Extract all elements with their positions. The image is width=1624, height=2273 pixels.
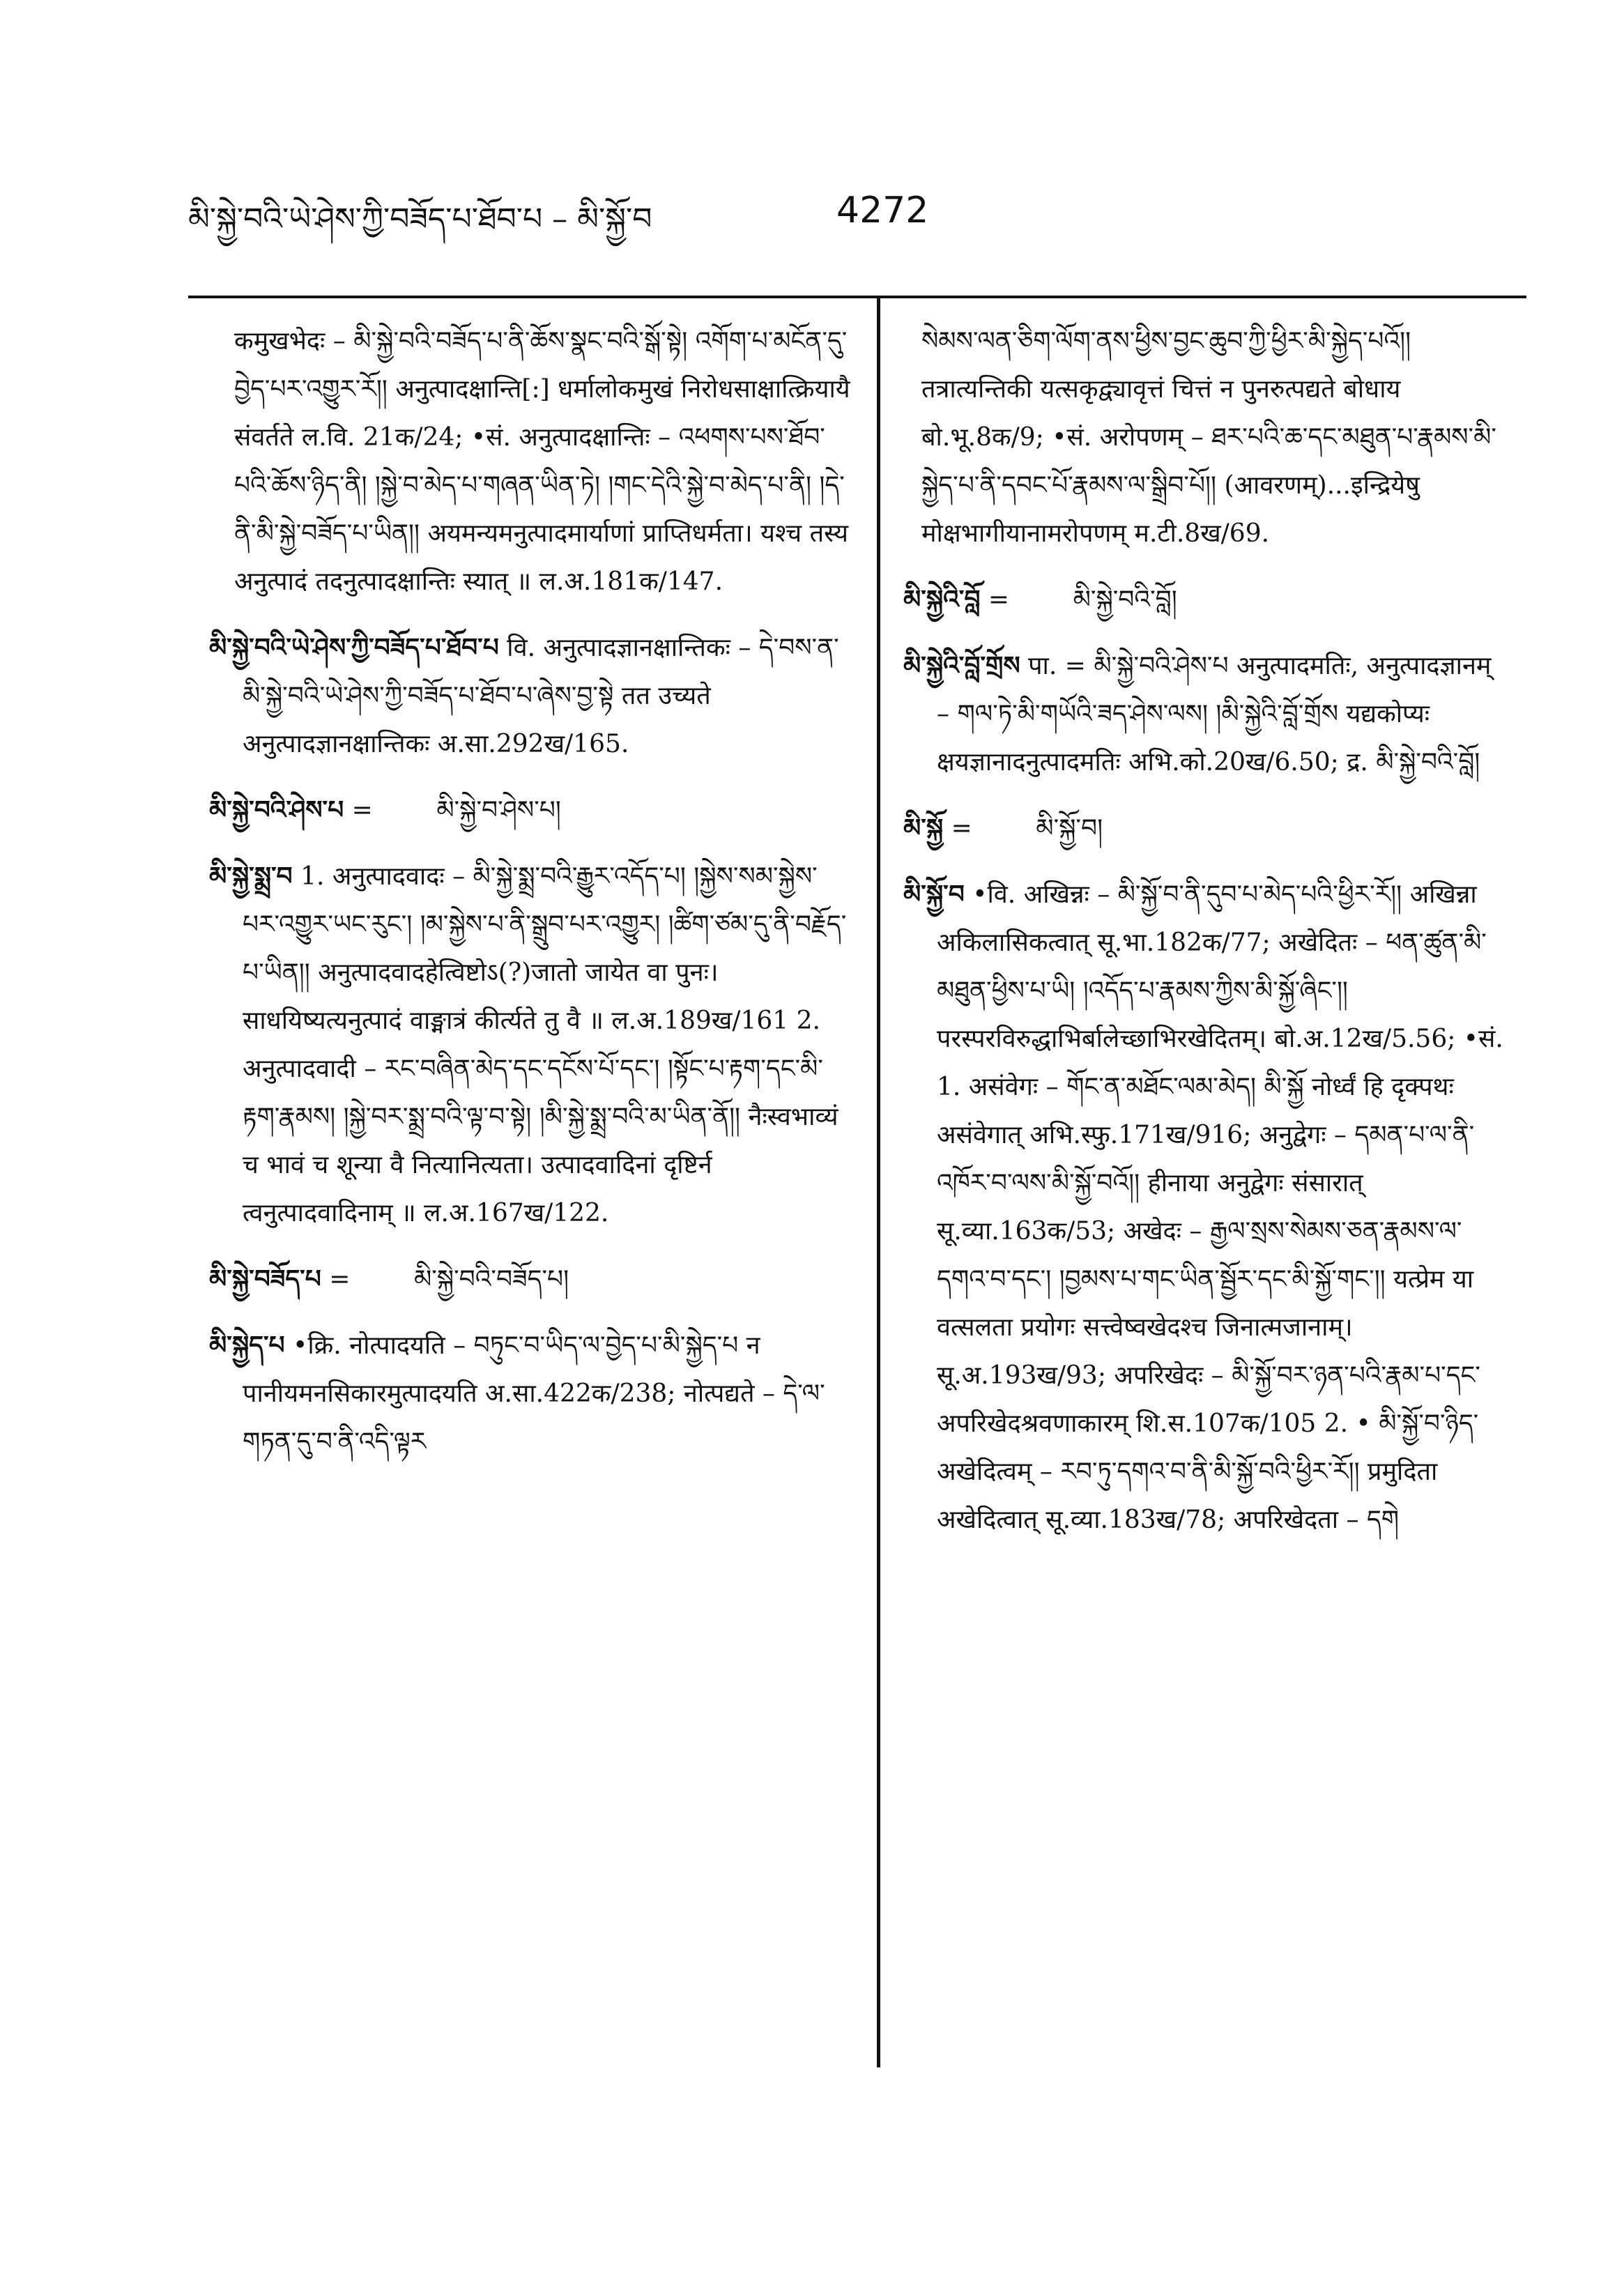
entry-headword: མི་སྐྱེ་བའི་ཡེ་ཤེས་ཀྱི་བཟོད་པ་ཐོབ་པ <box>209 633 499 662</box>
entry-headword: མི་སྐྱོ་བ <box>903 880 965 909</box>
dictionary-entry <box>209 786 850 834</box>
dictionary-entry-continuation <box>234 317 850 606</box>
dictionary-entry <box>209 624 850 768</box>
header-rule <box>188 296 1526 298</box>
entry-text: སེམས་ལན་ཅིག་ལོག་ནས་ཕྱིས་བྱང་ཆུབ་ཀྱི་ཕྱིར་མི་སྐྱེད་པའོ།། तत्रात्यन्तिकी यत्सकृद्व्यावृत्तं चित्तं न पुनरुत्पद्यते बोधाय बो.भू.8क/9; •सं. अरोपणम् – ཐར་པའི་ཆ་དང་མཐུན་པ་རྣམས་མི་སྐྱེད་པ་ནི་དབང་པོ་རྣམས་ལ་སྒྲིབ་པོ།། (आवरणम्)...इन्द्रियेषु मोक्षभागीयानामरोपणम् म.टी.8ख/69. <box>921 327 1496 548</box>
cross-reference: = མི་སྐྱོ་བ། <box>951 814 1103 843</box>
right-column <box>903 317 1510 2067</box>
dictionary-entry-continuation <box>921 317 1510 558</box>
dictionary-entry <box>209 852 850 1237</box>
entry-headword: མི་སྐྱེའི་བློ་གྲོས <box>903 651 1020 680</box>
entry-text: वि. अनुत्पादज्ञानक्षान्तिकः – དེ་བས་ན་མི་སྐྱེ་བའི་ཡེ་ཤེས་ཀྱི་བཟོད་པ་ཐོབ་པ་ཞེས་བྱ་སྟེ तत उच्यते अनुत्पादज्ञानक्षान्तिकः अ.सा.292ख/165. <box>243 634 839 758</box>
entry-text: पा. = མི་སྐྱེ་བའི་ཤེས་པ अनुत्पादमतिः, अनुत्पादज्ञानम् – གལ་ཏེ་མི་གཡོའི་ཟད་ཤེས་ལས། །མི་སྐྱེའི་བློ་གྲོས यद्यकोप्यः क्षयज्ञानादनुत्पादमतिः अभि.को.20ख/6.50; द्र. མི་སྐྱེ་བའི་བློ། <box>937 652 1492 776</box>
left-column <box>209 317 850 2067</box>
entry-headword: མི་སྐྱེ་བཟོད་པ <box>209 1264 321 1294</box>
entry-headword: མི་སྐྱེ་སྨྲ་བ <box>209 862 293 891</box>
dictionary-entry <box>209 1255 850 1303</box>
entry-text: •क्रि. नोत्पादयति – བཏུང་བ་ཡིད་ལ་བྱེད་པ་མི་སྐྱེད་པ न पानीयमनसिकारमुत्पादयति अ.सा.422क/238; नोत्पद्यते – དེ་ལ་གཏན་དུ་བ་ནི་འདི་ལྟར <box>243 1331 825 1456</box>
cross-reference: = མི་སྐྱེ་བའི་བློ། <box>988 586 1177 614</box>
column-divider <box>877 297 880 2067</box>
entry-headword: མི་སྐྱེའི་བློ <box>903 585 981 614</box>
dictionary-entry <box>209 1322 850 1466</box>
entry-headword: མི་སྐྱེ་བའི་ཤེས་པ <box>209 795 344 825</box>
dictionary-entry <box>903 871 1510 1544</box>
dictionary-entry <box>903 804 1510 852</box>
page-number: 4272 <box>836 190 929 231</box>
entry-text: •वि. अखिन्नः – མི་སྐྱོ་བ་ནི་དུབ་པ་མེད་པའི་ཕྱིར་རོ།། अखिन्ना अकिलासिकत्वात् सू.भा.182क/77; अखेदितः – ཕན་ཚུན་མི་མཐུན་ཕྱིས་པ་ཡི། །འདོད་པ་རྣམས་ཀྱིས་མི་སྐྱོ་ཞིང་།། परस्परविरुद्धाभिर्बालेच्छाभिरखेदितम्। बो.अ.12ख/5.56; •सं. 1. असंवेगः – གོང་ན་མཐོང་ལམ་མེད། མི་སྐྱོ नोर्ध्वं हि दृक्पथः असंवेगात् अभि.स्फु.171ख/916; अनुद्वेगः – དམན་པ་ལ་ནི་འཁོར་བ་ལས་མི་སྐྱོ་བའོ།། हीनाया अनुद्वेगः संसारात् सू.व्या.163क/53; अखेदः – རྒྱལ་སྲས་སེམས་ཅན་རྣམས་ལ་དགའ་བ་དང་། །བྱམས་པ་གང་ཡིན་སྦྱོར་དང་མི་སྐྱོ་གང་།། यत्प्रेम या वत्सलता प्रयोगः सत्त्वेष्वखेदश्च जिनात्मजानाम्। सू.अ.193ख/93; अपरिखेदः – མི་སྐྱོ་བར་ཉན་པའི་རྣམ་པ་དང་ अपरिखेदश्रवणाकारम् शि.स.107क/105 2. • མི་སྐྱོ་བ་ཉིད་ अखेदित्वम् – རབ་ཏུ་དགའ་བ་ནི་མི་སྐྱོ་བའི་ཕྱིར་རོ།། प्रमुदिता अखेदित्वात् सू.व्या.183ख/78; अपरिखेदता – དགེ <box>937 880 1503 1534</box>
cross-reference: = མི་སྐྱེ་བའི་བཟོད་པ། <box>329 1265 569 1294</box>
entry-headword: མི་སྐྱེད་པ <box>209 1331 285 1360</box>
dictionary-entry <box>903 642 1510 786</box>
entry-text: 1. अनुत्पादवादः – མི་སྐྱེ་སྨྲ་བའི་རྒྱུར་འདོད་པ། །སྐྱེས་སམ་སྐྱེས་པར་འགྱུར་ཡང་རུང་། །མ་སྐྱེས་པ་ནི་སྒྲུབ་པར་འགྱུར། །ཚིག་ཙམ་དུ་ནི་བརྗོད་པ་ཡིན།། अनुत्पादवादहेत्विष्टोऽ(?)जातो जायेत वा पुनः। साधयिष्यत्यनुत्पादं वाङ्मात्रं कीर्त्यते तु वै ॥ ल.अ.189ख/161 2. अनुत्पादवादी – རང་བཞིན་མེད་དང་དངོས་པོ་དང་། །སྟོང་པ་རྟག་དང་མི་རྟག་རྣམས། །སྐྱེ་བར་སྨྲ་བའི་ལྟ་བ་སྟེ། །མི་སྐྱེ་སྨྲ་བའི་མ་ཡིན་ནོ།། नैःस्वभाव्यं च भावं च शून्या वै नित्यानित्यता। उत्पादवादिनां दृष्टिर्न त्वनुत्पादवादिनाम् ॥ ल.अ.167ख/122. <box>243 862 847 1227</box>
running-head: མི་སྐྱེ་བའི་ཡེ་ཤེས་ཀྱི་བཟོད་པ་ཐོབ་པ – མི་སྐྱོ་བ <box>188 201 652 237</box>
entry-headword: མི་སྐྱོ <box>903 813 944 843</box>
dictionary-entry <box>903 576 1510 624</box>
cross-reference: = མི་སྐྱེ་བ་ཤེས་པ། <box>351 796 561 825</box>
entry-text: कमुखभेदः – མི་སྐྱེ་བའི་བཟོད་པ་ནི་ཆོས་སྣང་བའི་སྒོ་སྟེ། འགོག་པ་མངོན་དུ་བྱེད་པར་འགྱུར་རོ།། अनुत्पादक्षान्ति[:] धर्मालोकमुखं निरोधसाक्षात्क्रियायै संवर्तते ल.वि. 21क/24; •सं. अनुत्पादक्षान्तिः – འཕགས་པས་ཐོབ་པའི་ཆོས་ཉིད་ནི། །སྐྱེ་བ་མེད་པ་གཞན་ཡིན་ཏེ། །གང་དེའི་སྐྱེ་བ་མེད་པ་ནི། །དེ་ནི་མི་སྐྱེ་བཟོད་པ་ཡིན།། अयमन्यमनुत्पादमार्याणां प्राप्तिधर्मता। यश्च तस्य अनुत्पादं तदनुत्पादक्षान्तिः स्यात् ॥ ल.अ.181क/147. <box>234 327 850 596</box>
